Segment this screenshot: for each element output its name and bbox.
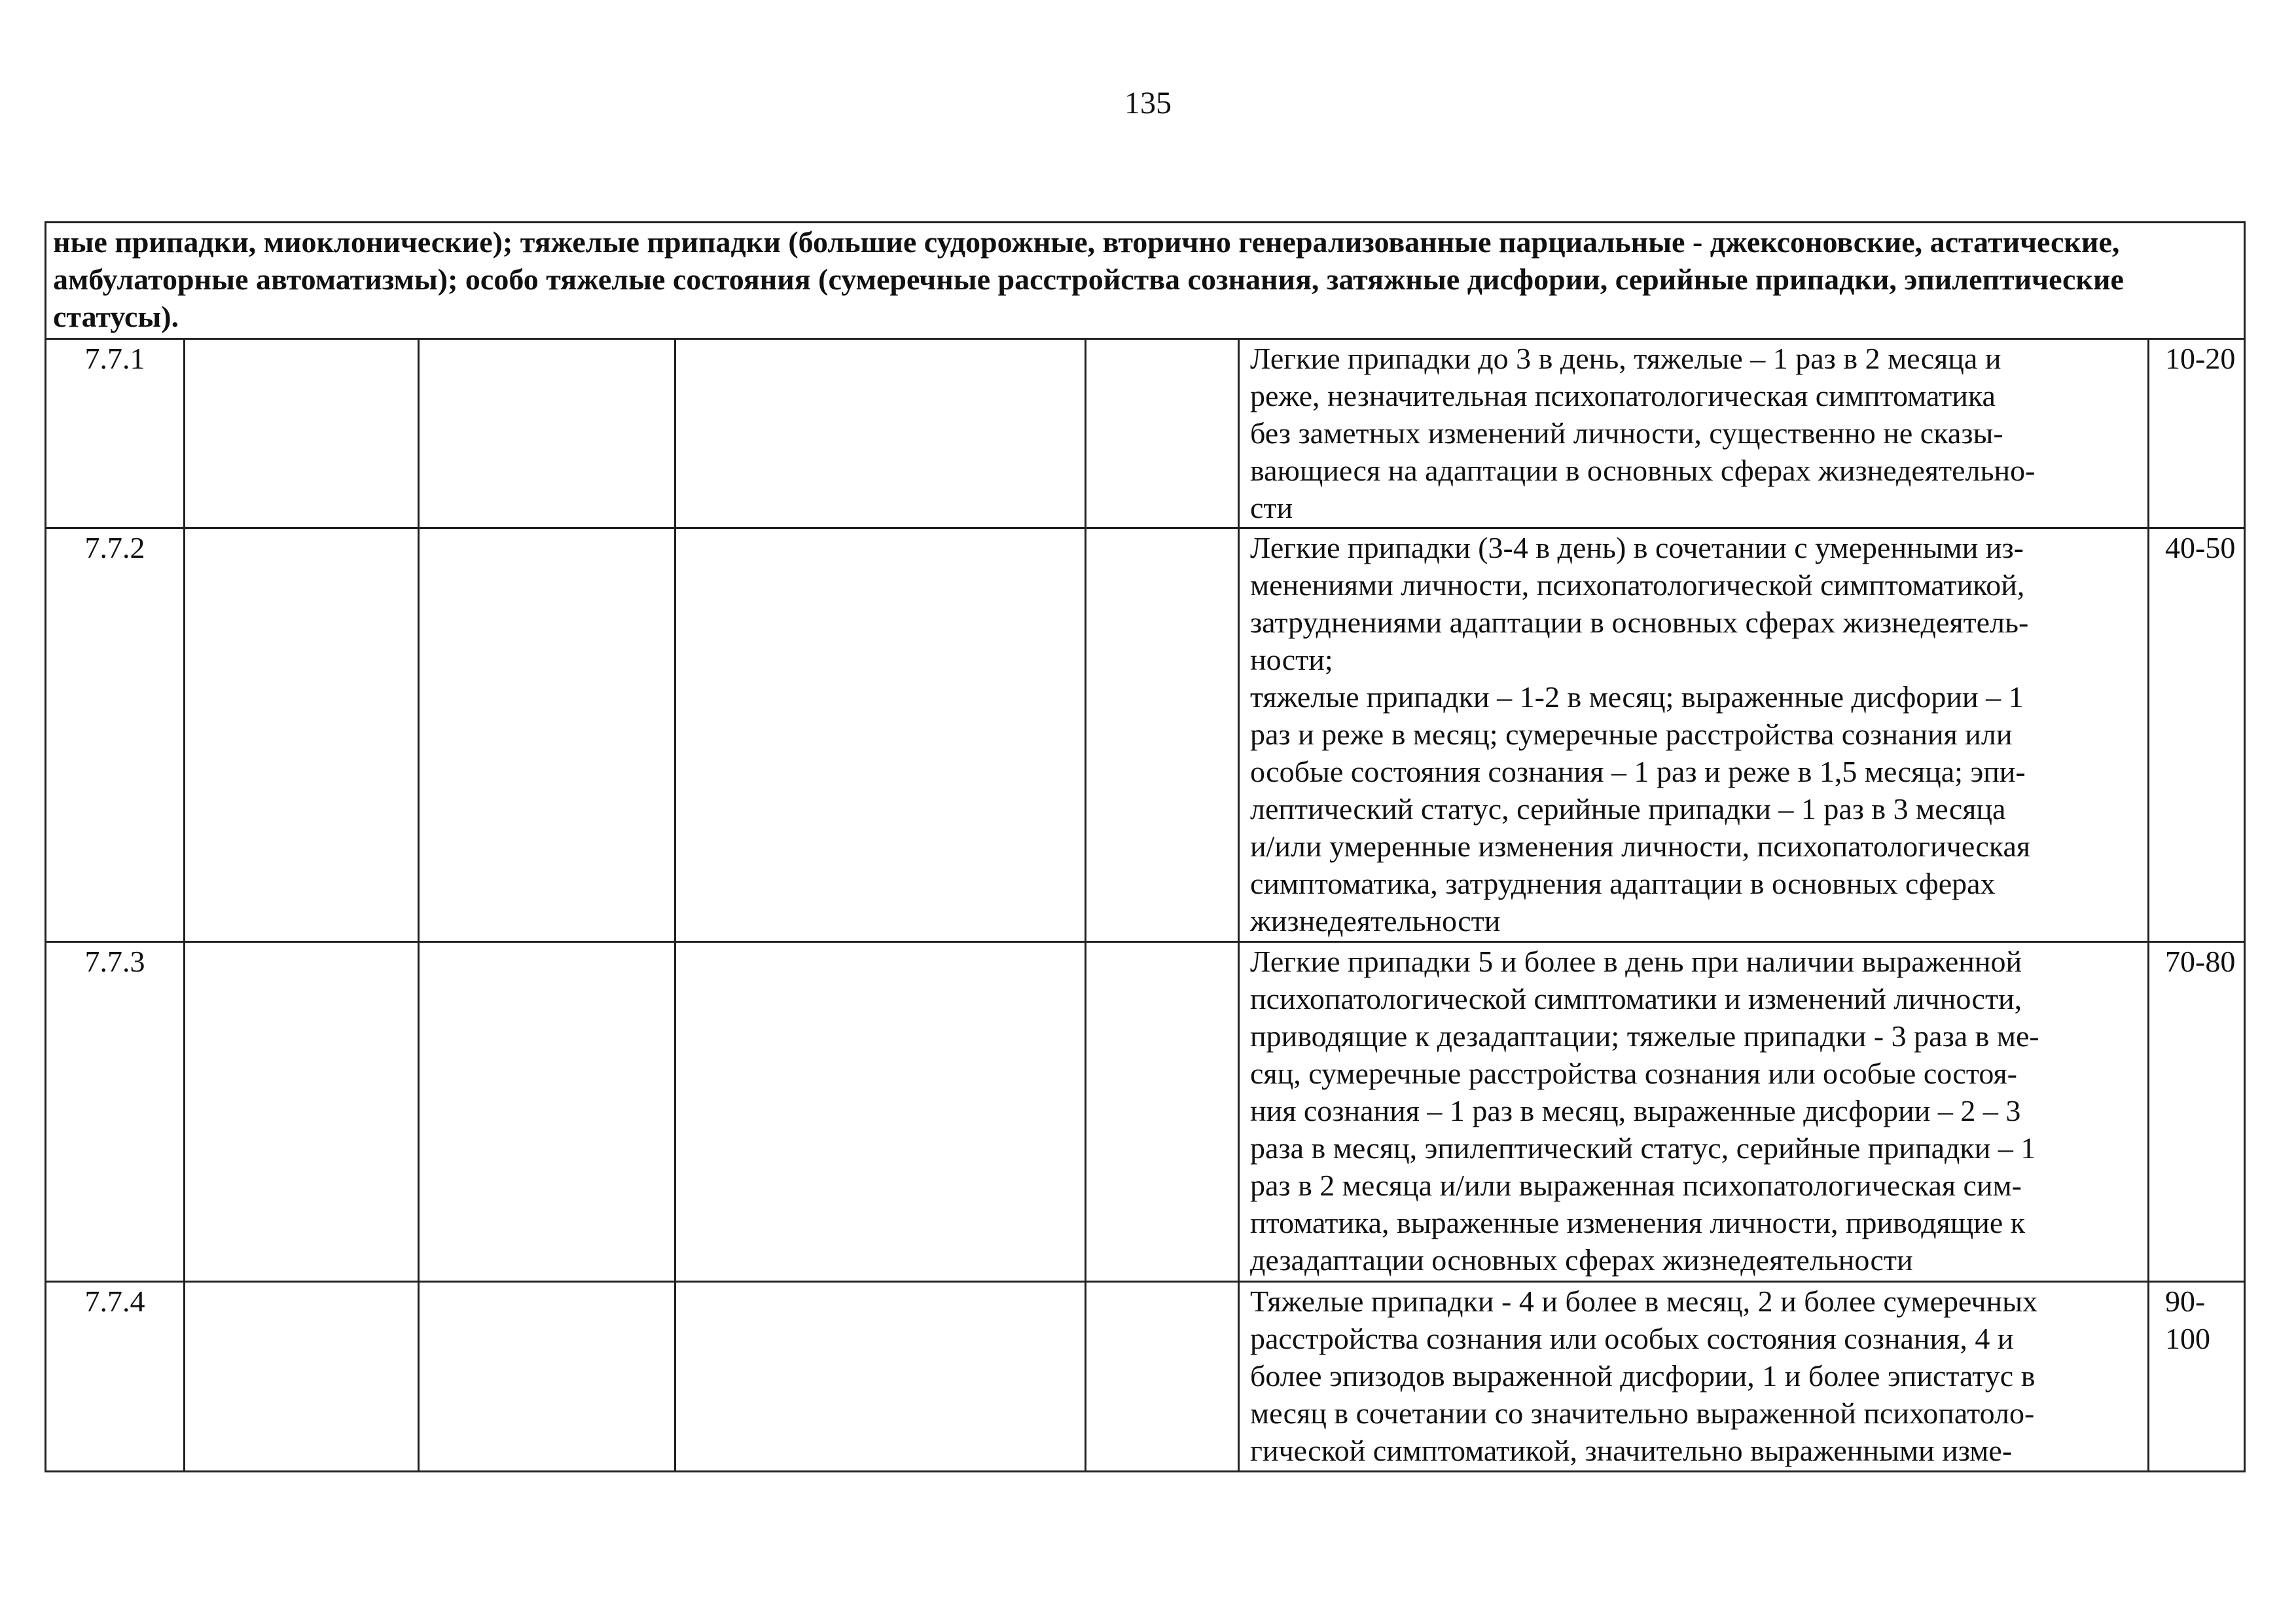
code-cell: 7.7.4: [46, 1282, 185, 1472]
empty-cell: [1086, 942, 1239, 1282]
description-line: лептический статус, серийные припадки – 1 раз в 3 месяца: [1250, 792, 2006, 826]
description-line: особые состояния сознания – 1 раз и реже в 1,5 месяца; эпи-: [1250, 755, 2026, 788]
score-value: 10-20: [2165, 342, 2236, 375]
description-cell: [1239, 339, 2149, 528]
description-line: сти: [1250, 491, 1293, 524]
empty-cell: [1086, 339, 1239, 528]
description-line: жизнедеятельности: [1250, 904, 1501, 938]
description-line: и/или умеренные изменения личности, психопатологическая: [1250, 830, 2031, 863]
empty-cell: [419, 1282, 675, 1472]
score-value: 70-80: [2165, 945, 2236, 978]
empty-cell: [419, 942, 675, 1282]
description-line: гической симптоматикой, значительно выраженными изме-: [1250, 1434, 2013, 1467]
empty-cell: [675, 942, 1086, 1282]
description-line: менениями личности, психопатологической симптоматикой,: [1250, 568, 2025, 602]
empty-cell: [185, 528, 419, 942]
description-line: тяжелые припадки – 1-2 в месяц; выраженные дисфории – 1: [1250, 680, 2024, 714]
description-line: месяц в сочетании со значительно выраженной психопатоло-: [1250, 1396, 2035, 1430]
continuation-text-line: ные припадки, миоклонические); тяжелые припадки (большие судорожные, вторично генерализованные парциальные - джексоновские, астатические,: [53, 225, 2120, 259]
score-cell: [2149, 1282, 2245, 1472]
empty-cell: [675, 528, 1086, 942]
description-line: психопатологической симптоматики и изменений личности,: [1250, 982, 2022, 1015]
description-cell: [1239, 1282, 2149, 1472]
empty-cell: [185, 1282, 419, 1472]
empty-cell: [675, 1282, 1086, 1472]
table-row: [46, 1282, 2245, 1472]
description-line: приводящие к дезадаптации; тяжелые припадки - 3 раза в ме-: [1250, 1019, 2039, 1053]
score-cell: [2149, 942, 2245, 1282]
description-line: раз и реже в месяц; сумеречные расстройства сознания или: [1250, 718, 2013, 751]
description-line: птоматика, выраженные изменения личности, приводящие к: [1250, 1206, 2026, 1239]
code-cell: 7.7.2: [46, 528, 185, 942]
description-line: затруднениями адаптации в основных сферах жизнедеятель-: [1250, 606, 2029, 639]
table-row: [46, 339, 2245, 528]
description-cell: [1239, 528, 2149, 942]
description-line: без заметных изменений личности, существенно не сказы-: [1250, 416, 2003, 450]
description-line: Легкие припадки до 3 в день, тяжелые – 1 раз в 2 месяца и: [1250, 342, 2001, 375]
code-cell: 7.7.1: [46, 339, 185, 528]
description-line: Тяжелые припадки - 4 и более в месяц, 2 и более сумеречных: [1250, 1285, 2037, 1318]
page-number: 135: [1124, 86, 1172, 120]
empty-cell: [675, 339, 1086, 528]
disability-criteria-table: [45, 221, 2246, 1472]
score-cell: [2149, 339, 2245, 528]
continuation-row: [46, 223, 2245, 339]
empty-cell: [185, 339, 419, 528]
score-cell: [2149, 528, 2245, 942]
description-line: реже, незначительная психопатологическая симптоматика: [1250, 379, 1996, 412]
description-cell: [1239, 942, 2149, 1282]
score-value: 40-50: [2165, 531, 2236, 564]
empty-cell: [419, 528, 675, 942]
description-line: ния сознания – 1 раз в месяц, выраженные дисфории – 2 – 3: [1250, 1094, 2021, 1127]
empty-cell: [419, 339, 675, 528]
score-value: 100: [2165, 1322, 2210, 1355]
table-row: [46, 528, 2245, 942]
table-row: [46, 942, 2245, 1282]
empty-cell: [1086, 528, 1239, 942]
empty-cell: [185, 942, 419, 1282]
score-value: 90-: [2165, 1285, 2206, 1318]
continuation-text-line: амбулаторные автоматизмы); особо тяжелые состояния (сумеречные расстройства сознания, затяжные дисфории, серийные припадки, эпилептические: [53, 263, 2124, 296]
description-line: симптоматика, затруднения адаптации в основных сферах: [1250, 867, 1996, 900]
continuation-text-cell: [46, 223, 2245, 339]
description-line: Легкие припадки (3-4 в день) в сочетании с умеренными из-: [1250, 531, 2024, 564]
description-line: Легкие припадки 5 и более в день при наличии выраженной: [1250, 945, 2022, 978]
description-line: более эпизодов выраженной дисфории, 1 и более эпистатус в: [1250, 1359, 2036, 1393]
description-line: дезадаптации основных сферах жизнедеятельности: [1250, 1243, 1913, 1277]
empty-cell: [1086, 1282, 1239, 1472]
continuation-text-line: статусы).: [53, 300, 179, 333]
description-line: вающиеся на адаптации в основных сферах жизнедеятельно-: [1250, 454, 2036, 487]
description-line: ности;: [1250, 643, 1333, 676]
description-line: расстройства сознания или особых состояния сознания, 4 и: [1250, 1322, 2014, 1355]
description-line: раза в месяц, эпилептический статус, серийные припадки – 1: [1250, 1131, 2036, 1165]
description-line: раз в 2 месяца и/или выраженная психопатологическая сим-: [1250, 1169, 2022, 1202]
code-cell: 7.7.3: [46, 942, 185, 1282]
description-line: сяц, сумеречные расстройства сознания или особые состоя-: [1250, 1057, 2017, 1090]
